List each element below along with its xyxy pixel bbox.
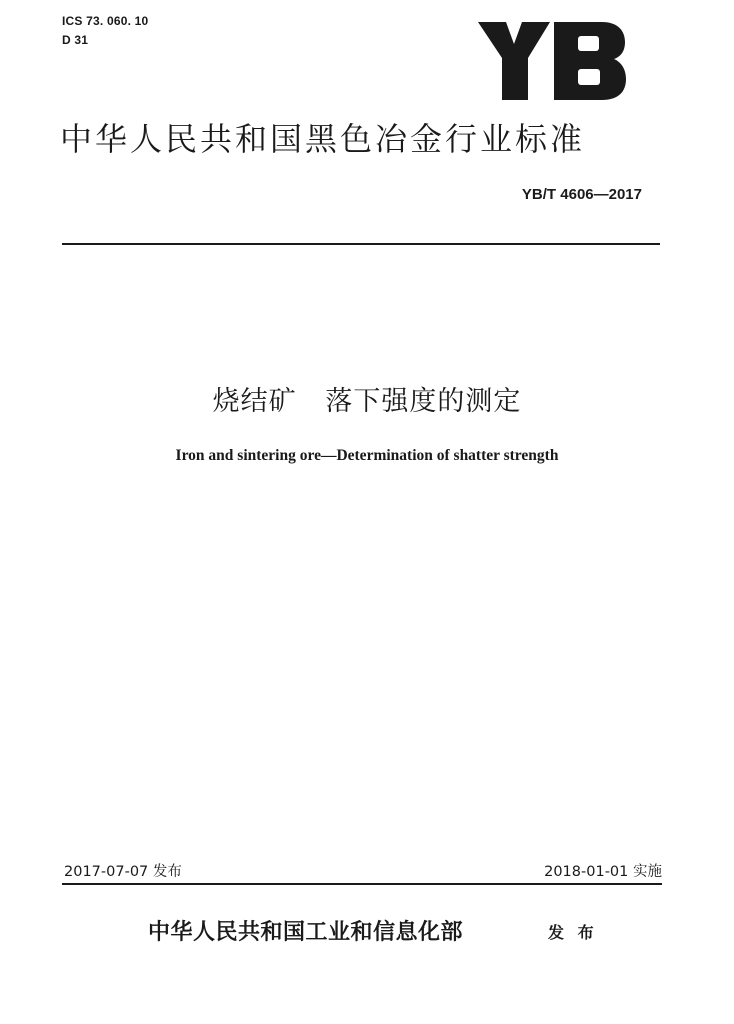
ics-classification: ICS 73. 060. 10 — [62, 14, 149, 28]
publish-label: 发 布 — [548, 923, 598, 942]
implementation-date: 2018-01-01 实施 — [544, 864, 662, 880]
industry-standard-title: 中华人民共和国黑色冶金行业标准 — [60, 120, 586, 158]
document-title-chinese: 烧结矿 落下强度的测定 — [212, 386, 522, 417]
ccs-classification: D 31 — [62, 33, 89, 47]
yb-logo — [478, 22, 626, 100]
issue-date: 2017-07-07 发布 — [64, 864, 182, 880]
publisher-name: 中华人民共和国工业和信息化部 — [148, 919, 464, 945]
top-divider — [62, 243, 660, 245]
document-title-english: Iron and sintering ore—Determination of shatter strength — [175, 447, 559, 464]
bottom-divider — [62, 883, 662, 885]
yb-logo-graphic — [478, 22, 626, 100]
standard-number: YB/T 4606—2017 — [521, 186, 642, 203]
